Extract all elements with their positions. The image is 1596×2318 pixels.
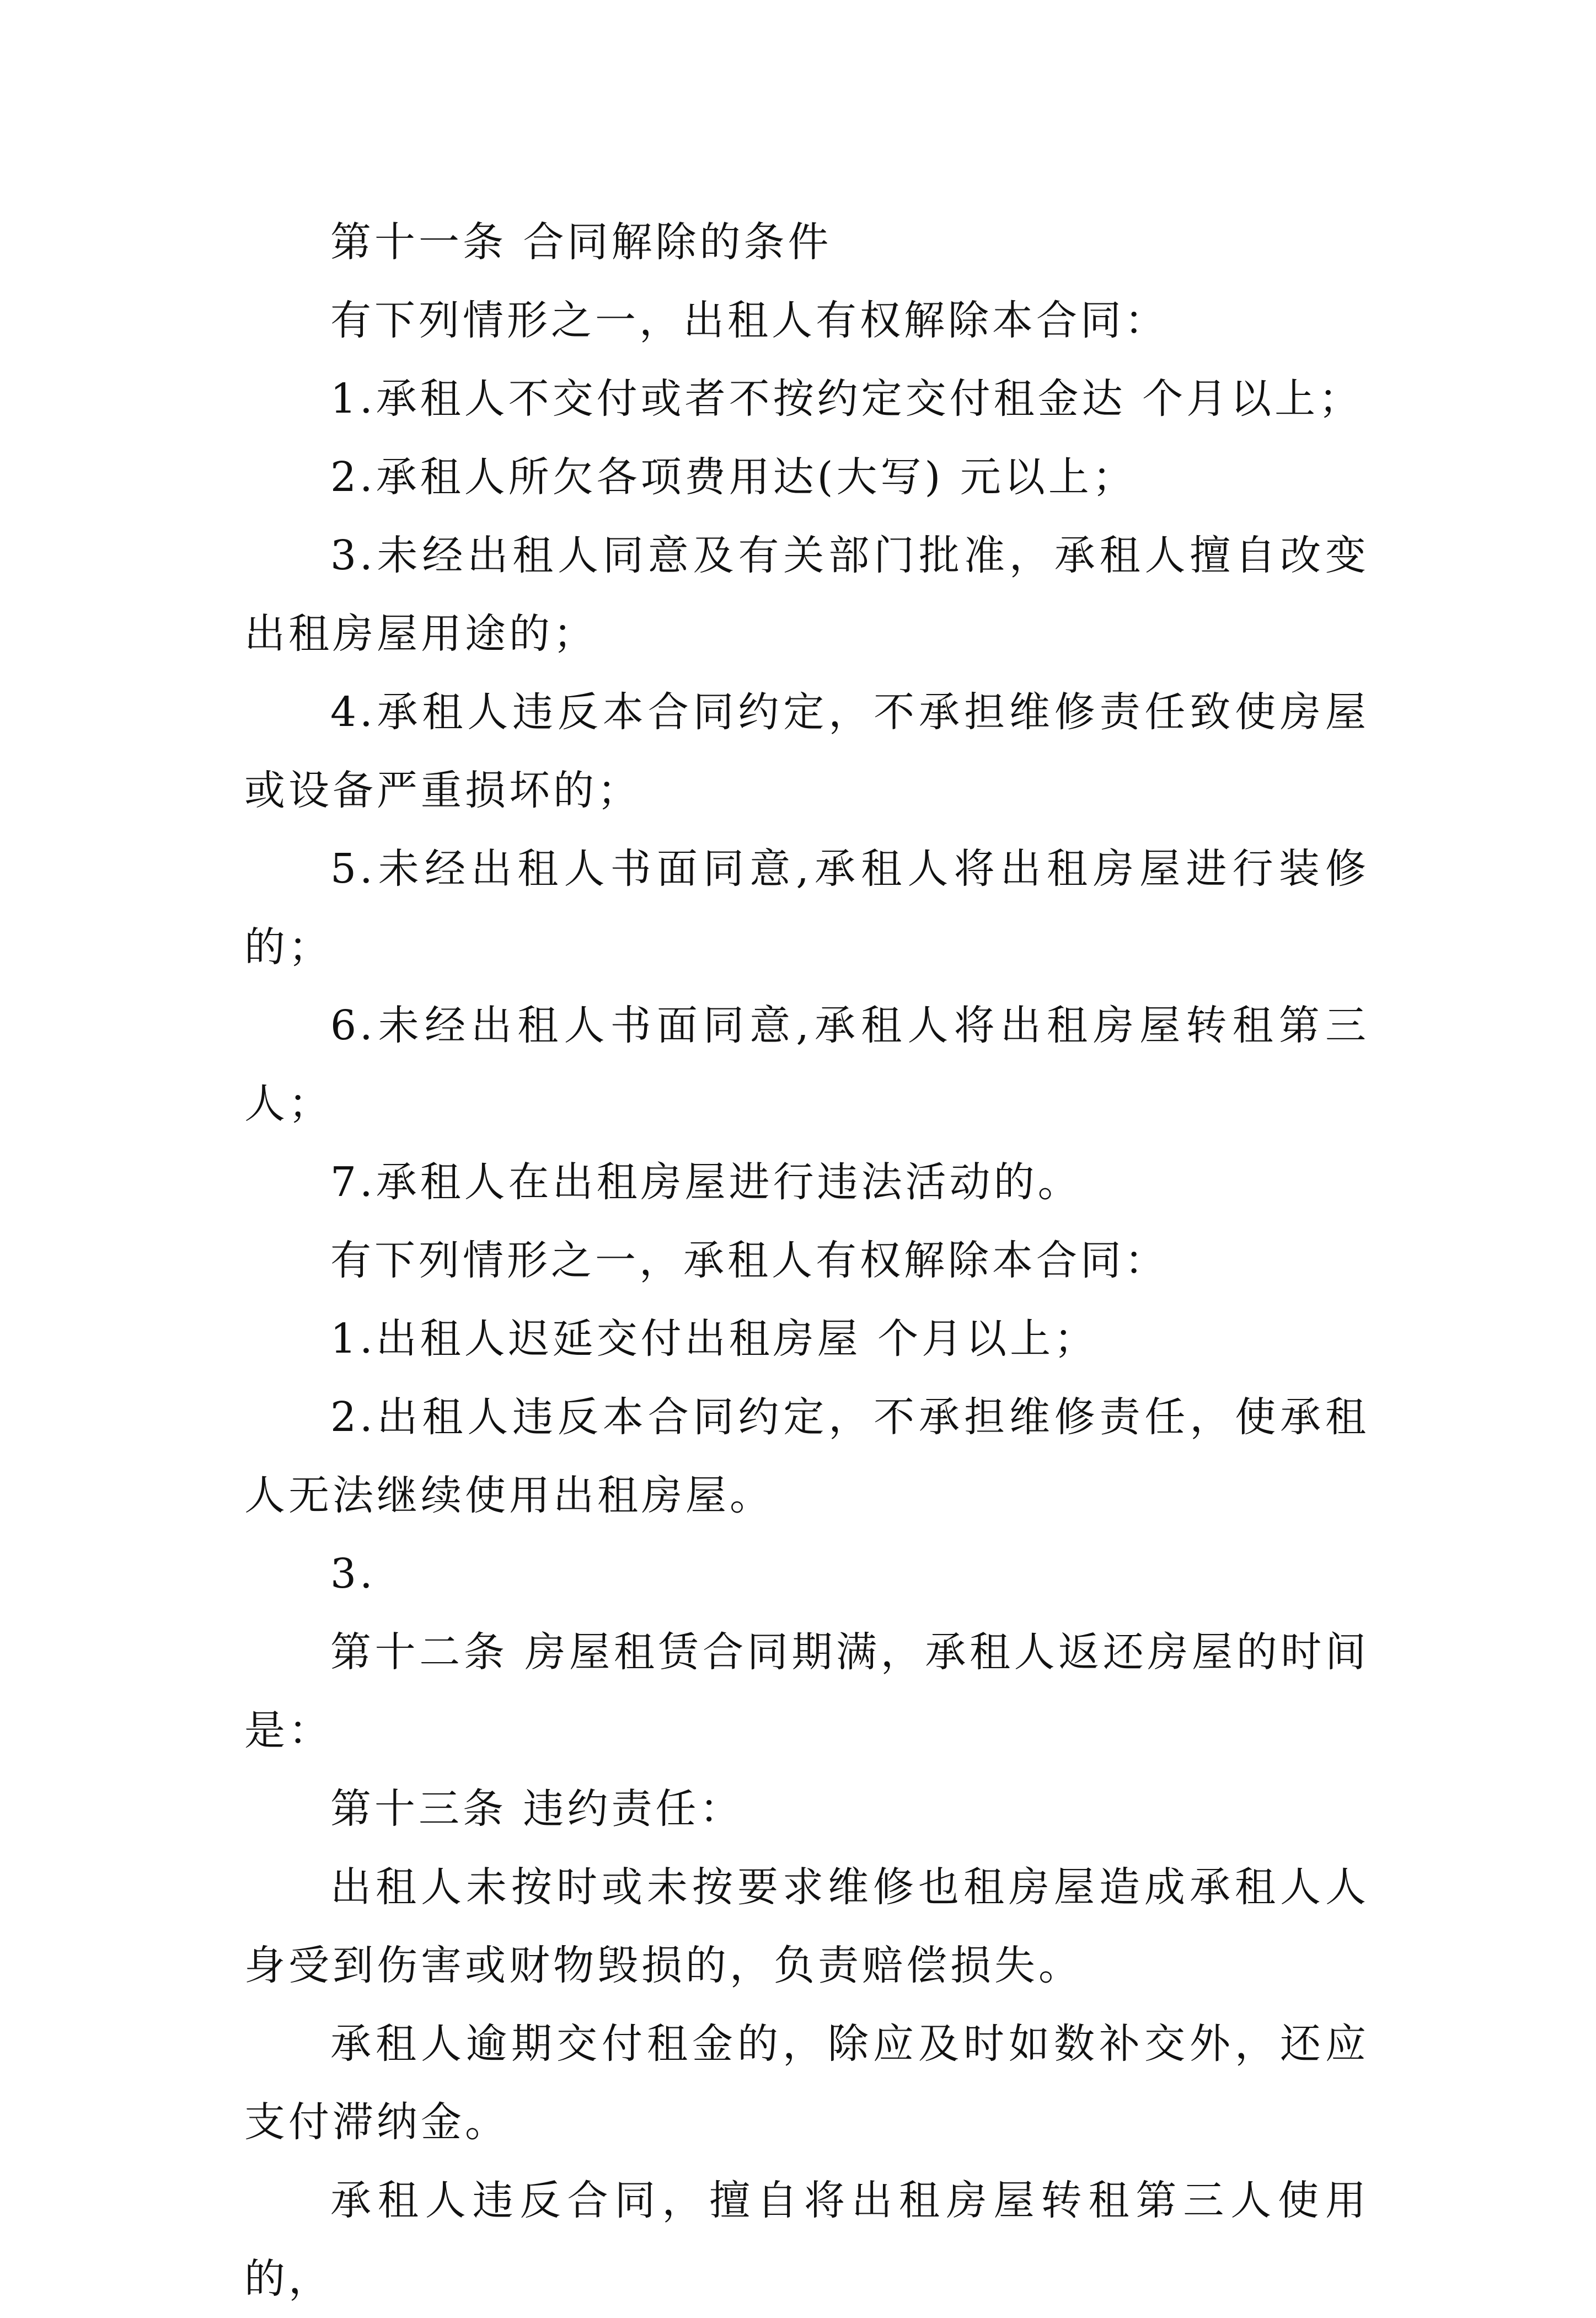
liability-paragraph-2: 承租人逾期交付租金的，除应及时如数补交外，还应支付滞纳金。	[244, 2020, 1369, 2146]
lessor-clause-3: 3.未经出租人同意及有关部门批准，承租人擅自改变出租房屋用途的；	[244, 532, 1369, 658]
lessee-clause-1: 1.出租人迟延交付出租房屋 个月以上；	[330, 1315, 1099, 1363]
lessor-clause-6: 6.未经出租人书面同意,承租人将出租房屋转租第三人；	[244, 1002, 1369, 1128]
lessor-clause-5: 5.未经出租人书面同意,承租人将出租房屋进行装修的；	[244, 845, 1369, 971]
article-11-heading: 第十一条 合同解除的条件	[330, 218, 832, 266]
liability-paragraph-3: 承租人违反合同，擅自将出租房屋转租第三人使用的，	[244, 2177, 1369, 2303]
lessor-clause-1: 1.承租人不交付或者不按约定交付租金达 个月以上；	[330, 375, 1363, 423]
lessee-termination-intro: 有下列情形之一，承租人有权解除本合同：	[330, 1237, 1169, 1284]
lessor-clause-7: 7.承租人在出租房屋进行违法活动的。	[330, 1158, 1082, 1206]
article-13-heading: 第十三条 违约责任：	[330, 1785, 744, 1833]
lessee-clause-3: 3.	[330, 1550, 376, 1598]
lessee-clause-2: 2.出租人违反本合同约定，不承担维修责任，使承租人无法继续使用出租房屋。	[244, 1393, 1369, 1519]
liability-paragraph-1: 出租人未按时或未按要求维修也租房屋造成承租人人身受到伤害或财物毁损的，负责赔偿损失。	[244, 1863, 1369, 1989]
lessor-termination-intro: 有下列情形之一，出租人有权解除本合同：	[330, 297, 1169, 344]
lessor-clause-4: 4.承租人违反本合同约定，不承担维修责任致使房屋或设备严重损坏的；	[244, 688, 1369, 814]
article-12: 第十二条 房屋租赁合同期满，承租人返还房屋的时间是：	[244, 1628, 1369, 1754]
lessor-clause-2: 2.承租人所欠各项费用达(大写) 元以上；	[330, 453, 1137, 501]
document-body	[244, 203, 1369, 2318]
